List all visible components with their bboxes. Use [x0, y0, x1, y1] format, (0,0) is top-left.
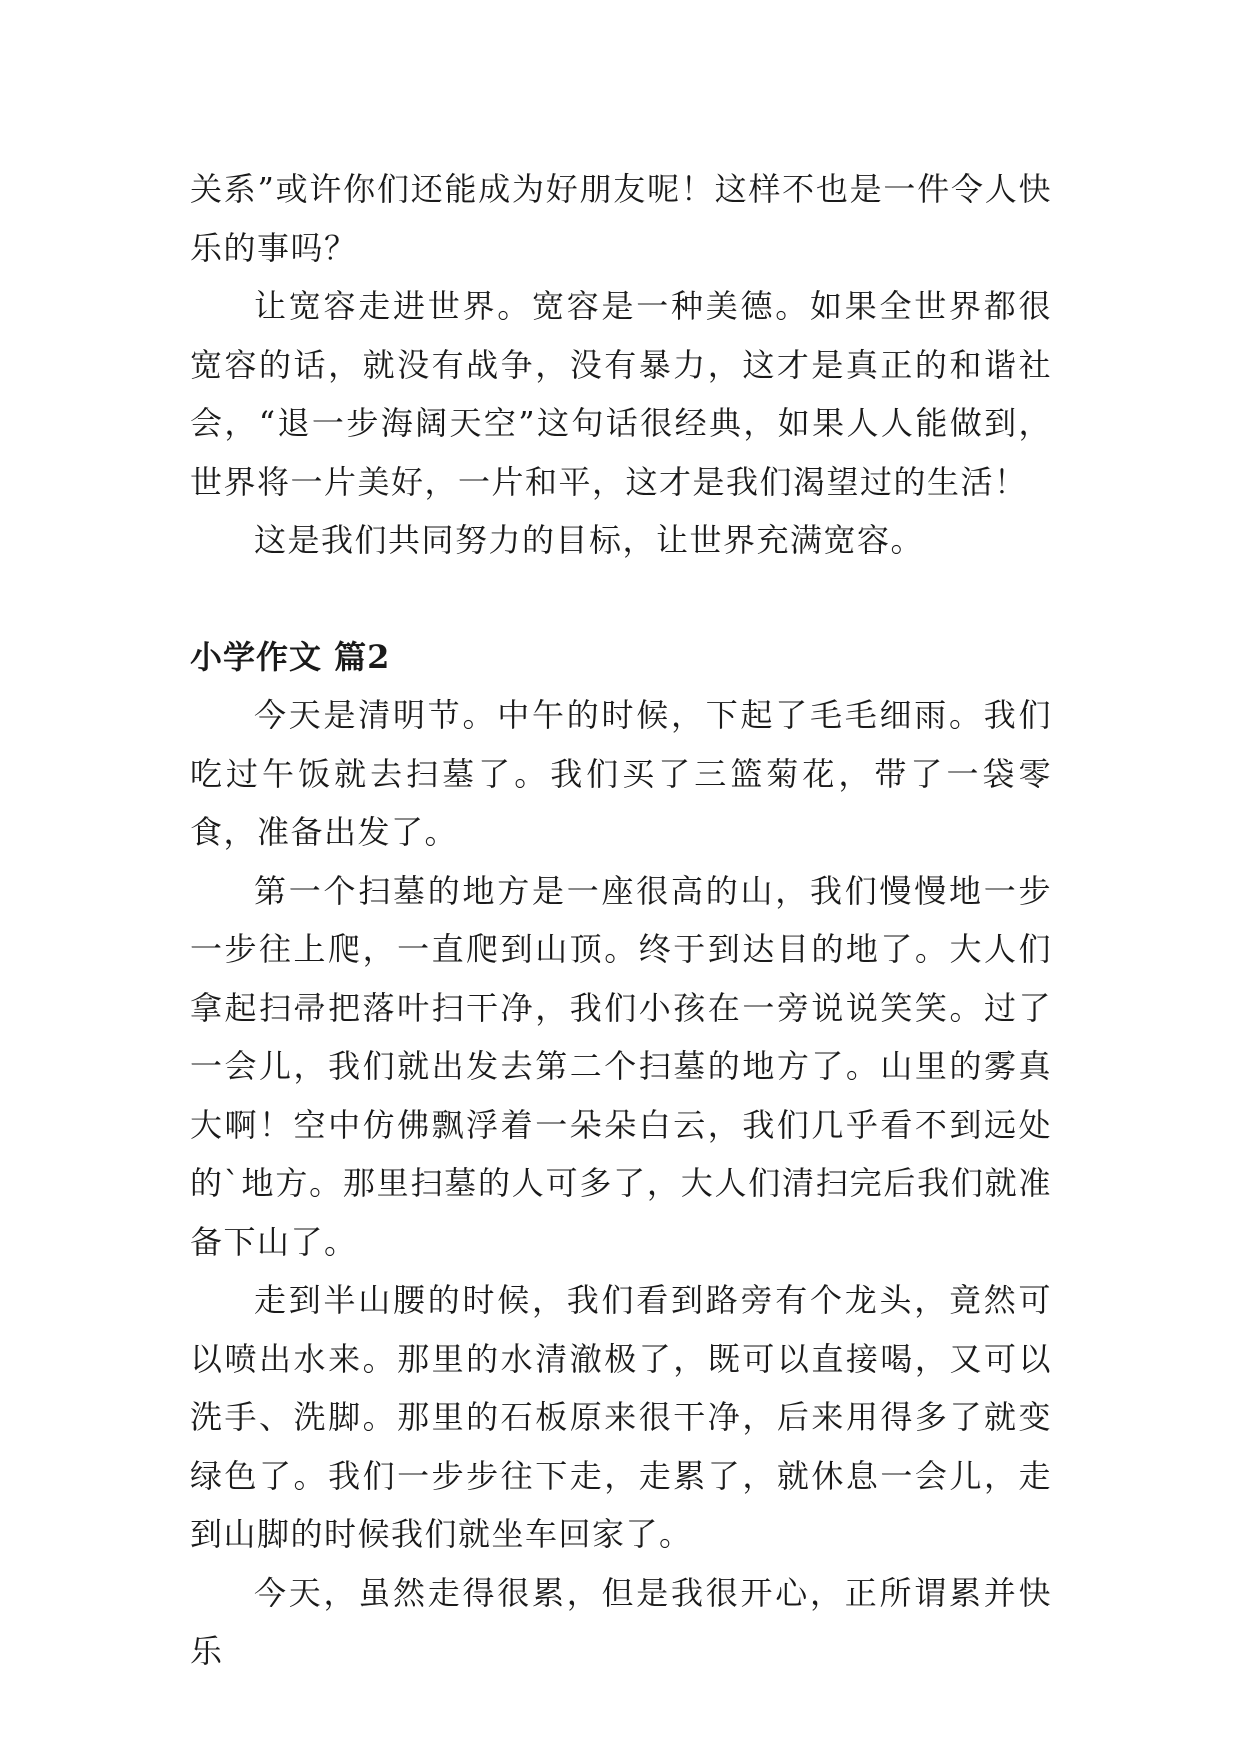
section-heading: 小学作文 篇2 [190, 637, 391, 676]
document-page [190, 160, 1052, 1681]
paragraph-common-goal: 这是我们共同努力的目标，让世界充满宽容。 [254, 521, 925, 559]
paragraph-tolerance-world: 让宽容走进世界。宽容是一种美德。如果全世界都很宽容的话，就没有战争，没有暴力，这才是真正的和谐社会，“退一步海阔天空”这句话很经典，如果人人能做到，世界将一片美好，一片和平，这才是我们渴望过的生活！ [190, 287, 1052, 501]
paragraph-conclusion: 今天，虽然走得很累，但是我很开心，正所谓累并快乐 [190, 1573, 1052, 1670]
paragraph-halfway: 走到半山腰的时候，我们看到路旁有个龙头，竟然可以喷出水来。那里的水清澈极了，既可以直接喝，又可以洗手、洗脚。那里的石板原来很干净，后来用得多了就变绿色了。我们一步步往下走，走累了，就休息一会儿，走到山脚的时候我们就坐车回家了。 [190, 1281, 1052, 1553]
paragraph-continuation: 关系”或许你们还能成为好朋友呢！这样不也是一件令人快乐的事吗？ [190, 170, 1052, 267]
section-gap [190, 570, 1052, 628]
paragraph-qingming-intro: 今天是清明节。中午的时候，下起了毛毛细雨。我们吃过午饭就去扫墓了。我们买了三篮菊花，带了一袋零食，准备出发了。 [190, 696, 1052, 851]
paragraph-first-tomb: 第一个扫墓的地方是一座很高的山，我们慢慢地一步一步往上爬，一直爬到山顶。终于到达目的地了。大人们拿起扫帚把落叶扫干净，我们小孩在一旁说说笑笑。过了一会儿，我们就出发去第二个扫墓的地方了。山里的雾真大啊！空中仿佛飘浮着一朵朵白云，我们几乎看不到远处的`地方。那里扫墓的人可多了，大人们清扫完后我们就准备下山了。 [190, 871, 1052, 1261]
